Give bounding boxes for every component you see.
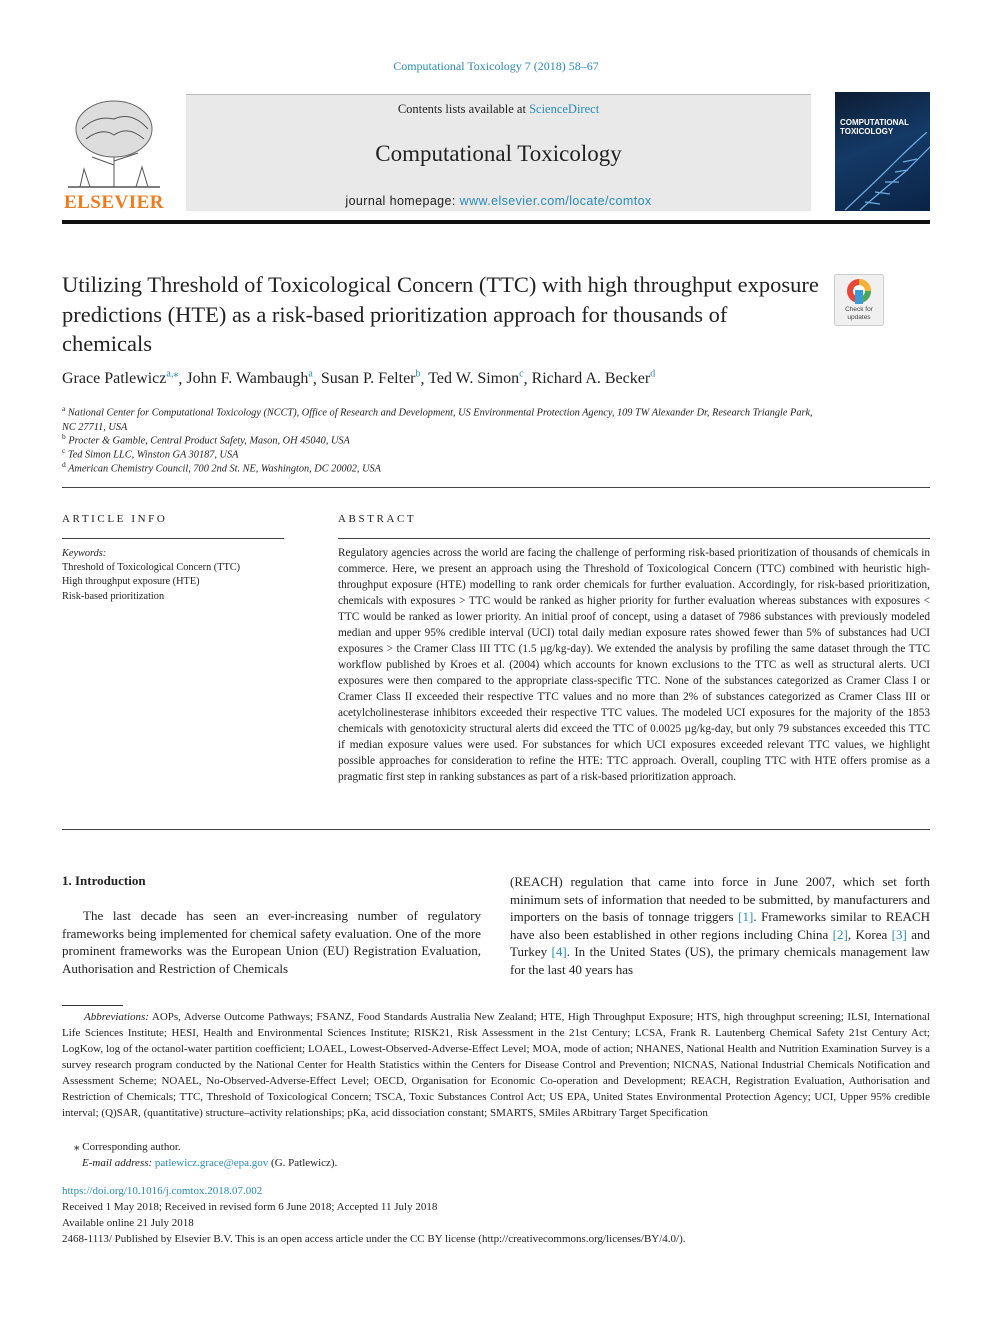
intro-paragraph-left: The last decade has seen an ever-increasing number of regulatory frameworks being implemented for chemical safety evaluation. One of the more prominent frameworks was the European Union (EU) Registration Evaluation, Authorisation and Restriction of Chemicals — [62, 908, 481, 976]
author[interactable]: Richard A. Becker$^d$ — [531, 369, 656, 388]
homepage-prefix: journal homepage: — [345, 194, 460, 208]
elsevier-wordmark: ELSEVIER — [63, 192, 165, 213]
cover-title-text: COMPUTATIONAL TOXICOLOGY — [840, 118, 909, 136]
article-title: Utilizing Threshold of Toxicological Concern (TTC) with high throughput exposure predictions (HTE) as a risk-based prioritization approach for thousands of chemicals — [62, 272, 819, 356]
email-footnote: E-mail address: patlewicz.grace@epa.gov (G. Patlewicz). — [82, 1157, 338, 1169]
divider — [62, 487, 930, 488]
sciencedirect-link[interactable]: ScienceDirect — [529, 102, 600, 116]
citation-link[interactable]: [4] — [551, 944, 567, 959]
dna-helix-graphic — [835, 132, 930, 211]
homepage-link[interactable]: www.elsevier.com/locate/comtox — [459, 194, 652, 208]
contents-line — [186, 102, 811, 117]
author[interactable]: Ted W. Simon$^c$ — [428, 369, 524, 388]
journal-homepage — [186, 194, 811, 208]
affiliation-c: $^c$ Ted Simon LLC, Winston GA 30187, USA — [62, 446, 239, 461]
contents-prefix: Contents lists available at — [397, 102, 530, 116]
abbreviations-footnote — [62, 1009, 930, 1121]
citation-link[interactable]: [1] — [738, 909, 754, 924]
journal-masthead — [186, 94, 811, 211]
keywords-label: Keywords: — [62, 548, 107, 559]
received-dates: Received 1 May 2018; Received in revised form 6 June 2018; Accepted 11 July 2018 — [62, 1201, 438, 1213]
available-online: Available online 21 July 2018 — [62, 1217, 194, 1229]
divider — [62, 538, 284, 539]
keyword: Threshold of Toxicological Concern (TTC) — [62, 562, 241, 574]
keyword: Risk-based prioritization — [62, 590, 165, 602]
divider — [338, 538, 930, 539]
running-head[interactable]: Computational Toxicology 7 (2018) 58–67 — [393, 59, 599, 73]
abstract-text: Regulatory agencies across the world are facing the challenge of performing risk-based prioritization of thousands of chemicals in commerce. Here, we present an approach using the Threshold of Toxicological Concern (TTC) combined with heuristic high-throughput exposure (HTE) modelling to rank order chemicals for further evaluation. Accordingly, for risk-based prioritization, chemicals with exposures > TTC would be ranked as higher priority for further evaluation whereas substances with exposures < TTC would be ranked as lower priority. An initial proof of concept, using a dataset of 7986 substances with previously modeled median and upper 95% credible interval (UCI) total daily median exposure rates showed fewer than 5% of substances had UCI exposures > the Cramer Class III TTC (1.5 µg/kg-day). We extended the analysis by profiling the same dataset through the TTC workflow published by Kroes et al. (2004) which accounts for known exclusions to the TTC as well as structural alerts. UCI exposures were then compared to the appropriate class-specific TTC. None of the substances categorized as Cramer Class I or Cramer Class II exceeded their respective TTC values and no more than 2% of substances categorized as Cramer Class III or acetylcholinesterase inhibitors exceeded their respective TTC values. The modeled UCI exposures for the majority of the 1853 chemicals with genotoxicity structural alerts did exceed the TTC of 0.0025 µg/kg-day, but only 79 substances exceeded this TTC if median exposure values were used. For substances for which UCI exposures exceeded relevant TTC values, we highlight possible approaches for consideration to refine the HTE: TTC approach. Overall, coupling TTC with HTE offers promise as a pragmatic first step in ranking substances as part of a risk-based prioritization approach. — [338, 547, 930, 783]
abbreviations-text: AOPs, Adverse Outcome Pathways; FSANZ, Food Standards Australia New Zealand; HTE, High Throughput Exposure; HTS, high throughput screening; ILSI, International Life Sciences Institute; HESI, Health and Environmental Sciences Institute; RISK21, Risk Assessment in the 21st Century; LCSA, Frank R. Lautenberg Chemical Safety 21st Century Act; LogKow, log of the octanol-water partition coefficient; LOAEL, Lowest-Observed-Adverse-Effect Level; MOA, mode of action; NHANES, National Health and Nutrition Examination Survey is a survey research program conducted by the National Center for Health Statistics within the Centers for Disease Control and Prevention; NICNAS, National Industrial Chemicals Notification and Assessment Scheme; NOAEL, No-Observed-Adverse-Effect Level; OECD, Organisation for Economic Co-operation and Development; REACH, Registration Evaluation, Authorisation and Restriction of Chemicals; TTC, Threshold of Toxicological Concern; TSCA, Toxic Substances Control Act; US EPA, United States Environmental Protection Agency; UCI, Upper 95% credible interval; (Q)SAR, (quantitative) structure–activity relationships; pKa, acid dissociation constant; SMARTS, SMiles ARbitrary Target Specification — [62, 1011, 930, 1119]
crossmark-icon — [846, 278, 872, 305]
email-label: E-mail address: — [82, 1157, 153, 1169]
elsevier-tree-icon — [62, 95, 166, 191]
journal-cover-image[interactable] — [835, 92, 930, 211]
license-line: 2468-1113/ Published by Elsevier B.V. This is an open access article under the CC BY license (http://creativecommons.org/licenses/BY/4.0/). — [62, 1233, 686, 1245]
email-link[interactable]: patlewicz.grace@epa.gov — [154, 1157, 269, 1169]
intro-paragraph-right: (REACH) regulation that came into force in June 2007, which set forth minimum sets of information that needed to be submitted, by manufacturers and importers on the basis of tonnage triggers [1]. Frameworks similar to REACH have also been established in other regions including China [2], Korea [3] and Turkey [4]. In the United States (US), the primary chemicals management law for the last 40 years has — [510, 874, 930, 977]
article-info-heading: ARTICLE INFO — [62, 513, 168, 525]
author[interactable]: Susan P. Felter$^b$ — [320, 369, 421, 388]
check-for-updates-badge[interactable] — [834, 274, 884, 326]
abstract-heading: ABSTRACT — [338, 513, 417, 525]
affiliation-a: $^a$ National Center for Computational Toxicology (NCCT), Office of Research and Development, US Environmental Protection Agency, 109 TW Alexander Dr, Research Triangle Park, NC 27711, USA — [62, 404, 813, 433]
author-list: Grace Patlewicz$^{a,⁎}$, John F. Wambaugh$^a$, Susan P. Felter$^b$, Ted W. Simon$^c$, Richard A. Becker$^d$ — [62, 369, 656, 388]
masthead-rule — [62, 220, 930, 224]
affiliation-b: $^b$ Procter & Gamble, Central Product Safety, Mason, OH 45040, USA — [62, 432, 350, 447]
keyword: High throughput exposure (HTE) — [62, 576, 200, 588]
citation-link[interactable]: [3] — [891, 926, 907, 942]
footnote-rule — [62, 1005, 123, 1006]
corresponding-author-note: ⁎ Corresponding author. — [74, 1141, 181, 1153]
divider — [62, 829, 930, 830]
doi-link[interactable]: https://doi.org/10.1016/j.comtox.2018.07.002 — [62, 1185, 263, 1197]
author[interactable]: Grace Patlewicz$^{a,⁎}$ — [62, 369, 179, 388]
abbreviations-label: Abbreviations: — [84, 1011, 149, 1023]
crossmark-label: Check for updates — [845, 306, 873, 321]
affiliation-d: $^d$ American Chemistry Council, 700 2nd St. NE, Washington, DC 20002, USA — [62, 460, 381, 475]
section-heading-introduction: 1. Introduction — [62, 873, 146, 888]
author[interactable]: John F. Wambaugh$^a$ — [186, 369, 313, 388]
keywords-block — [62, 547, 284, 604]
journal-title: Computational Toxicology — [375, 141, 622, 166]
citation-link[interactable]: [2] — [832, 926, 848, 942]
